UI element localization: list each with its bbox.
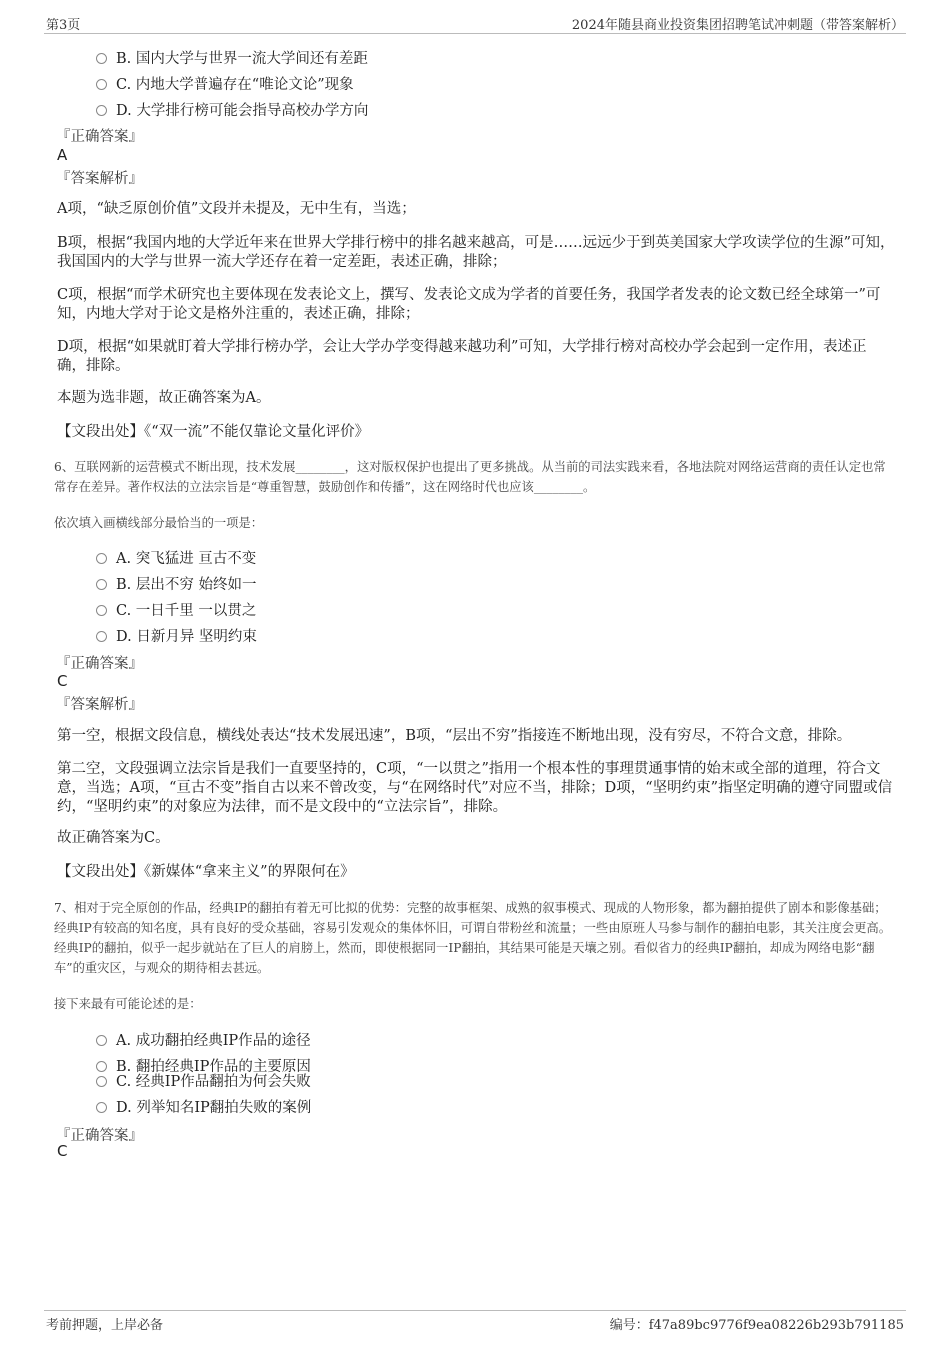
q6-question-text: 6、互联网新的运营模式不断出现，技术发展________，这对版权保护也提出了更多挑战。从当前的司法实践来看，各地法院对网络运营商的责任认定也常常存在差异。著作权法的立法宗旨是“尊重智慧，鼓励创作和传播”，这在网络时代也应该________。 [54,460,886,494]
q6-option-c[interactable]: C. 一日千里 一以贯之 [96,599,256,620]
q5-answer-label: 『正确答案』 [56,129,143,145]
radio-icon[interactable] [96,1035,107,1046]
footer-divider [44,1310,906,1311]
q5-option-b[interactable]: B. 国内大学与世界一流大学间还有差距 [96,47,368,68]
radio-icon[interactable] [96,631,107,642]
q6-source: 【文段出处】《新媒体“拿来主义”的界限何在》 [57,864,355,880]
q6-option-b[interactable]: B. 层出不穷 始终如一 [96,573,256,594]
q5-source: 【文段出处】《“双一流”不能仅靠论文量化评价》 [57,424,370,440]
footer-slogan: 考前押题，上岸必备 [46,1318,164,1333]
radio-icon[interactable] [96,553,107,564]
q6-analysis-blank1: 第一空，根据文段信息，横线处表达“技术发展迅速”，B项，“层出不穷”指接连不断地出现，没有穷尽，不符合文意，排除。 [57,728,852,744]
page-number: 第3页 [46,18,81,33]
header-divider [44,33,906,34]
q5-analysis-b: B项，根据“我国内地的大学近年来在世界大学排行榜中的排名越来越高，可是……远远少于到英美国家大学攻读学位的生源”可知，我国国内的大学与世界一流大学还存在着一定差距，表述正确，排除； [57,235,895,270]
q7-option-d[interactable]: D. 列举知名IP翻拍失败的案例 [96,1096,311,1117]
radio-icon[interactable] [96,1076,107,1087]
radio-icon[interactable] [96,53,107,64]
q7-option-a[interactable]: A. 成功翻拍经典IP作品的途径 [96,1029,311,1050]
q6-option-d[interactable]: D. 日新月异 坚明约束 [96,625,257,646]
q7-option-b[interactable]: B. 翻拍经典IP作品的主要原因 [96,1055,311,1076]
q6-option-a[interactable]: A. 突飞猛进 亘古不变 [96,547,256,568]
q5-analysis-a: A项，“缺乏原创价值”文段并未提及，无中生有，当选； [57,201,416,217]
q5-analysis-c: C项，根据“而学术研究也主要体现在发表论文上，撰写、发表论文成为学者的首要任务，我国学者发表的论文数已经全球第一”可知，内地大学对于论文是格外注重的，表述正确，排除； [57,287,881,322]
q6-answer: C [57,672,68,690]
document-title: 2024年随县商业投资集团招聘笔试冲刺题（带答案解析） [571,18,904,33]
q5-option-c[interactable]: C. 内地大学普遍存在“唯论文论”现象 [96,73,354,94]
q7-prompt: 接下来最有可能论述的是： [54,997,202,1011]
q6-prompt: 依次填入画横线部分最恰当的一项是： [54,516,264,530]
q5-option-d[interactable]: D. 大学排行榜可能会指导高校办学方向 [96,99,368,120]
radio-icon[interactable] [96,79,107,90]
q5-analysis-d: D项，根据“如果就盯着大学排行榜办学，会让大学办学变得越来越功利”可知，大学排行榜对高校办学会起到一定作用，表述正确，排除。 [57,339,867,374]
radio-icon[interactable] [96,1102,107,1113]
q5-analysis-label: 『答案解析』 [56,171,143,187]
q6-answer-label: 『正确答案』 [56,656,143,672]
radio-icon[interactable] [96,579,107,590]
document-id: 编号：f47a89bc9776f9ea08226b293b791185 [609,1318,904,1333]
radio-icon[interactable] [96,605,107,616]
q6-analysis-conclusion: 故正确答案为C。 [57,830,170,846]
q7-answer: C [57,1142,68,1160]
radio-icon[interactable] [96,105,107,116]
q7-answer-label: 『正确答案』 [56,1128,143,1144]
q7-question-text: 7、相对于完全原创的作品，经典IP的翻拍有着无可比拟的优势：完整的故事框架、成熟的叙事模式、现成的人物形象，都为翻拍提供了剧本和影像基础；经典IP有较高的知名度，具有良好的受众基础，容易引发观众的集体怀旧，可谓自带粉丝和流量；一些由原班人马参与制作的翻拍电影，其关注度会更高。经典IP的翻拍，似乎一起步就站在了巨人的肩膀上，然而，即使根据同一IP翻拍，其结果可能是天壤之别。看似省力的经典IP翻拍，却成为网络电影“翻车”的重灾区，与观众的期待相去甚远。 [54,901,892,975]
q7-option-c[interactable]: C. 经典IP作品翻拍为何会失败 [96,1070,311,1091]
q5-answer: A [57,146,68,164]
q5-analysis-conclusion: 本题为选非题，故正确答案为A。 [57,390,271,406]
q6-analysis-blank2: 第二空，文段强调立法宗旨是我们一直要坚持的，C项，“一以贯之”指用一个根本性的事理贯通事情的始末或全部的道理，符合文意，当选；A项，“亘古不变”指自古以来不曾改变，与“在网络时代”对应不当，排除；D项，“坚明约束”指坚定明确的遵守同盟或信约，“坚明约束”的对象应为法律，而不是文段中的“立法宗旨”，排除。 [57,761,893,815]
q6-analysis-label: 『答案解析』 [56,697,143,713]
